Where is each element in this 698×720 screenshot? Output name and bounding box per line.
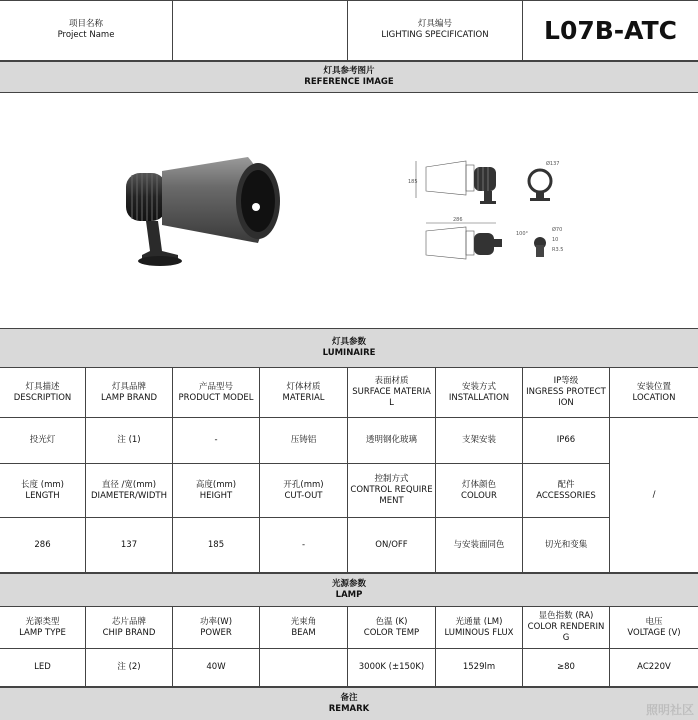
header-description: 灯具描述 DESCRIPTION (0, 368, 86, 418)
value-power: 40W (173, 649, 260, 687)
value-material: 压铸铝 (260, 418, 348, 464)
header-luminous-flux: 光通量 (LM) LUMINOUS FLUX (436, 607, 523, 649)
value-beam (260, 649, 348, 687)
value-color-temp: 3000K (±150K) (348, 649, 436, 687)
dim-bracket-radius: R3.5 (552, 247, 564, 253)
value-surface-material: 透明钢化玻璃 (348, 418, 436, 464)
value-color-rendering: ≥80 (523, 649, 610, 687)
lighting-spec-label (348, 0, 523, 61)
project-name-zh: 项目名称 (68, 19, 103, 29)
value-control: ON/OFF (348, 518, 436, 573)
value-ingress-protection: IP66 (523, 418, 610, 464)
remark-band (0, 687, 698, 720)
dim-diameter-label: Ø137 (546, 161, 560, 167)
header-ingress-protection: IP等级 INGRESS PROTECTION (523, 368, 610, 418)
reference-title-en: REFERENCE IMAGE (304, 77, 394, 87)
watermark: 照明社区 (645, 703, 694, 717)
header-accessories: 配件 ACCESSORIES (523, 464, 610, 518)
value-diameter: 137 (86, 518, 173, 573)
luminaire-table (0, 368, 698, 573)
value-installation: 支架安装 (436, 418, 523, 464)
value-product-model: - (173, 418, 260, 464)
header-product-model: 产品型号 PRODUCT MODEL (173, 368, 260, 418)
technical-drawing (408, 153, 578, 273)
header-power: 功率(W) POWER (173, 607, 260, 649)
value-height: 185 (173, 518, 260, 573)
lighting-spec-zh: 灯具编号 (417, 19, 452, 29)
header-cut-out: 开孔(mm) CUT-OUT (260, 464, 348, 518)
header-installation: 安装方式 INSTALLATION (436, 368, 523, 418)
header-chip-brand: 芯片品牌 CHIP BRAND (86, 607, 173, 649)
lighting-spec-en: LIGHTING SPECIFICATION (381, 30, 489, 40)
luminaire-title-en: LUMINAIRE (322, 348, 376, 358)
value-location: / (610, 418, 698, 573)
lamp-title-en: LAMP (335, 590, 363, 600)
dim-bracket-diameter: Ø70 (552, 227, 563, 233)
luminaire-title-zh: 灯具参数 (331, 337, 366, 347)
reference-title-zh: 灯具参考图片 (323, 66, 375, 76)
header-control: 控制方式 CONTROL REQUIREMENT (348, 464, 436, 518)
header-voltage: 电压 VOLTAGE (V) (610, 607, 698, 649)
header-lamp-type: 光源类型 LAMP TYPE (0, 607, 86, 649)
value-luminous-flux: 1529lm (436, 649, 523, 687)
header-location: 安装位置 LOCATION (610, 368, 698, 418)
product-photo (118, 151, 288, 271)
value-voltage: AC220V (610, 649, 698, 687)
value-chip-brand: 注 (2) (86, 649, 173, 687)
header-length: 长度 (mm) LENGTH (0, 464, 86, 518)
header-colour: 灯体颜色 COLOUR (436, 464, 523, 518)
header-color-rendering: 显色指数 (RA) COLOR RENDERING (523, 607, 610, 649)
value-lamp-type: LED (0, 649, 86, 687)
value-length: 286 (0, 518, 86, 573)
remark-title-en: REMARK (328, 704, 370, 714)
lighting-code: L07B-ATC (523, 0, 698, 61)
dim-height-label: 185 (408, 179, 418, 185)
header-material: 灯体材质 MATERIAL (260, 368, 348, 418)
reference-image-band (0, 61, 698, 93)
lamp-title-zh: 光源参数 (331, 579, 366, 589)
header-beam: 光束角 BEAM (260, 607, 348, 649)
header-height: 高度(mm) HEIGHT (173, 464, 260, 518)
project-name-value (173, 0, 348, 61)
value-cut-out: - (260, 518, 348, 573)
remark-title-zh: 备注 (340, 693, 358, 703)
lamp-band (0, 573, 698, 607)
value-accessories: 切光和变集 (523, 518, 610, 573)
header-surface-material: 表面材质 SURFACE MATERIAL (348, 368, 436, 418)
value-description: 投光灯 (0, 418, 86, 464)
header-color-temp: 色温 (K) COLOR TEMP (348, 607, 436, 649)
dim-bracket-thickness: 10 (552, 237, 559, 243)
luminaire-band (0, 328, 698, 368)
value-lamp-brand: 注 (1) (86, 418, 173, 464)
lamp-table (0, 607, 698, 687)
header-lamp-brand: 灯具品牌 LAMP BRAND (86, 368, 173, 418)
header-diameter-width: 直径 /宽(mm) DIAMETER/WIDTH (86, 464, 173, 518)
project-name-en: Project Name (57, 30, 115, 40)
project-name-label (0, 0, 173, 61)
value-colour: 与安装面同色 (436, 518, 523, 573)
dim-width-label: 286 (453, 217, 463, 223)
dim-angle-label: 100° (516, 231, 529, 237)
reference-image-area (0, 93, 698, 328)
